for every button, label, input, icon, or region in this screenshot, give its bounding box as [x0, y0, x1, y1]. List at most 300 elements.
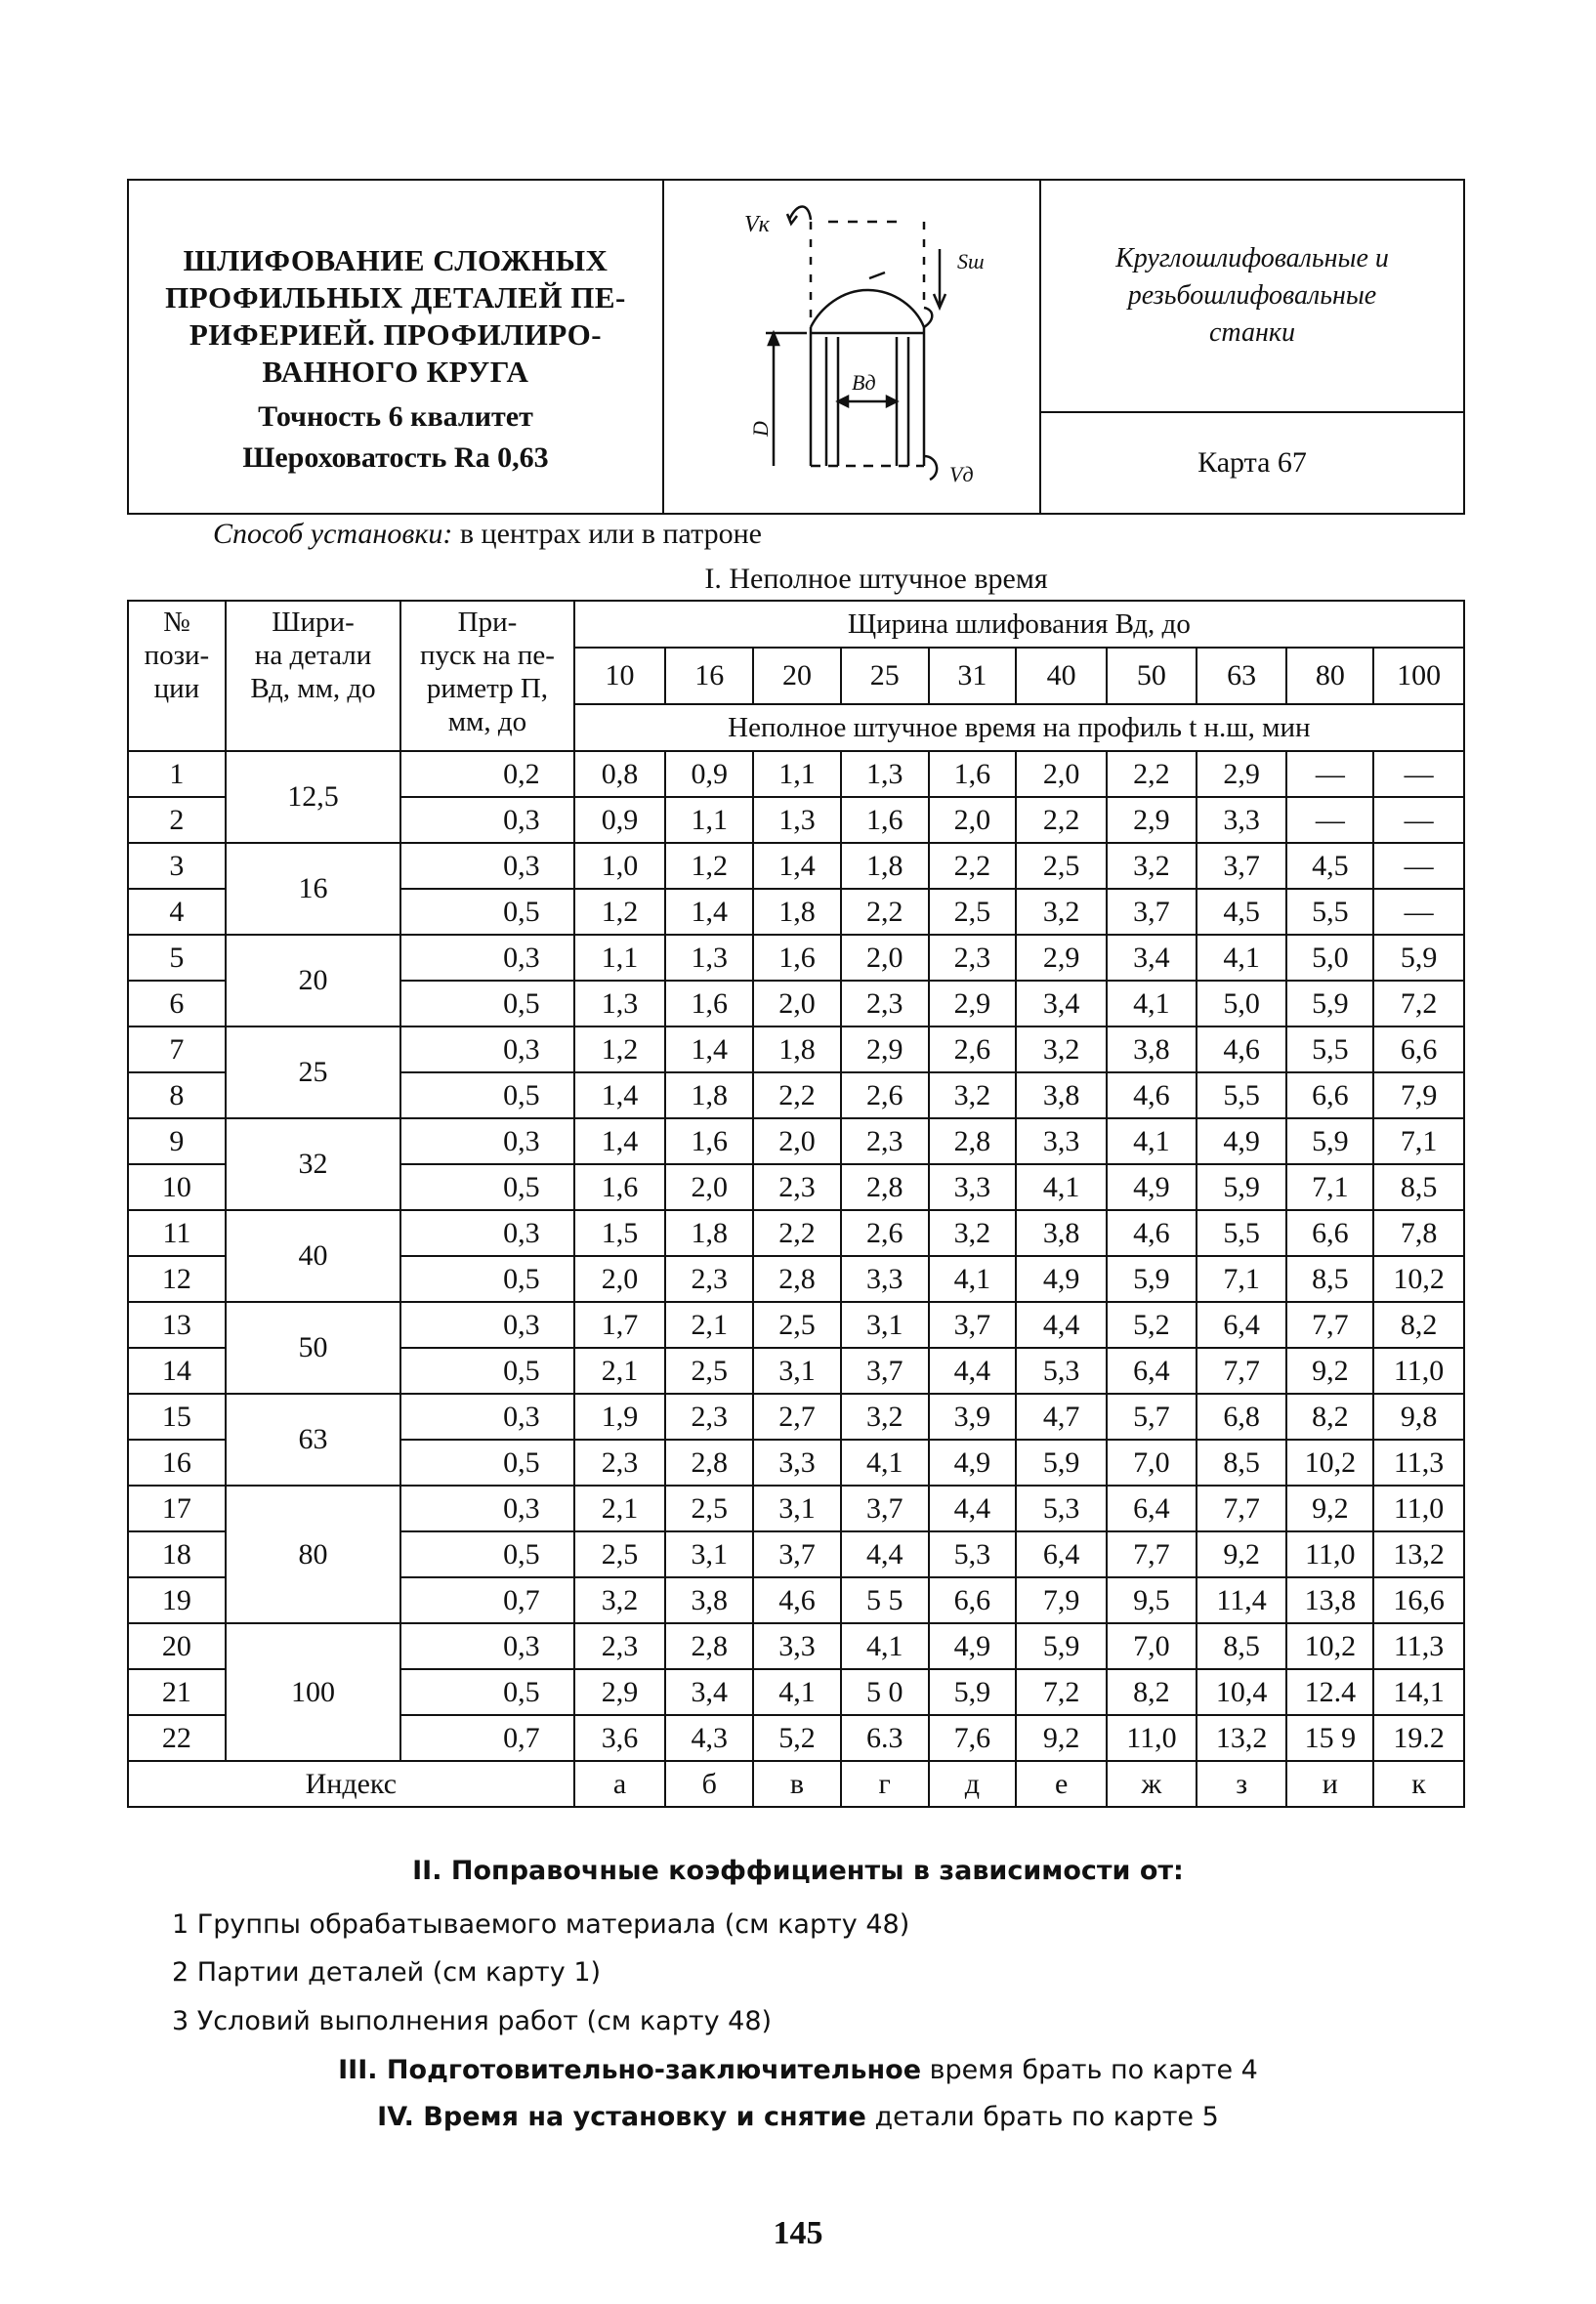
time-value: 8,5	[1373, 1164, 1464, 1210]
card-header	[127, 179, 1465, 515]
time-value: 4,1	[1107, 1118, 1197, 1164]
time-value: 10,2	[1286, 1440, 1373, 1486]
allowance-value: 0,2	[400, 751, 573, 797]
time-value: 2,8	[753, 1256, 841, 1302]
sketch-label-s: Sш	[957, 249, 985, 273]
time-value: 1,8	[665, 1072, 753, 1118]
time-value: 6,6	[1373, 1026, 1464, 1072]
time-value: 2,9	[1197, 751, 1287, 797]
time-value: 3,3	[1197, 797, 1287, 843]
col-header-part-width-line-2: на детали	[254, 640, 372, 671]
time-value: 3,1	[753, 1348, 841, 1394]
time-value: 7,1	[1286, 1164, 1373, 1210]
install-time-note	[0, 2102, 1596, 2132]
time-value: 3,2	[1016, 1026, 1107, 1072]
index-letter: в	[753, 1761, 841, 1807]
time-value: 4,4	[1016, 1302, 1107, 1348]
time-value: 5,0	[1197, 981, 1287, 1026]
position-number: 1	[128, 751, 226, 797]
allowance-value: 0,5	[400, 981, 573, 1026]
part-width: 32	[226, 1118, 400, 1210]
time-value: 7,7	[1286, 1302, 1373, 1348]
time-value: 9,8	[1373, 1394, 1464, 1440]
position-number: 3	[128, 843, 226, 889]
time-value: 2,5	[665, 1348, 753, 1394]
time-value: 3,2	[1016, 889, 1107, 935]
time-value: 1,8	[753, 889, 841, 935]
allowance-value: 0,3	[400, 1486, 573, 1531]
part-width: 25	[226, 1026, 400, 1118]
time-value: 4,9	[1016, 1256, 1107, 1302]
operation-title-cell	[129, 181, 664, 513]
index-label: Индекс	[128, 1761, 574, 1807]
prep-time-note	[0, 2055, 1596, 2085]
index-letter: д	[929, 1761, 1017, 1807]
time-value: 7,6	[929, 1715, 1017, 1761]
time-value: 1,4	[665, 889, 753, 935]
time-value: 5,2	[1107, 1302, 1197, 1348]
table-row	[128, 1026, 1464, 1072]
index-letter: е	[1016, 1761, 1107, 1807]
time-value: 1,6	[929, 751, 1017, 797]
time-value: 7,7	[1197, 1486, 1287, 1531]
part-width: 80	[226, 1486, 400, 1623]
time-value: 1,5	[574, 1210, 666, 1256]
position-number: 10	[128, 1164, 226, 1210]
time-value: 12.4	[1286, 1669, 1373, 1715]
sketch-label-d: D	[748, 421, 773, 437]
time-value: 2,8	[665, 1440, 753, 1486]
time-value: 2,2	[753, 1072, 841, 1118]
time-value: 1,3	[841, 751, 929, 797]
time-value: 2,0	[574, 1256, 666, 1302]
time-value: 1,2	[574, 889, 666, 935]
grind-width-63: 63	[1197, 648, 1287, 703]
time-value: 1,8	[665, 1210, 753, 1256]
table-row	[128, 1302, 1464, 1348]
allowance-value: 0,3	[400, 843, 573, 889]
time-norms-table	[127, 600, 1465, 1808]
time-value: 1,4	[574, 1072, 666, 1118]
part-width: 12,5	[226, 751, 400, 843]
time-value: 2,9	[1107, 797, 1197, 843]
roughness-text: Шероховатость Ra 0,63	[242, 441, 549, 474]
time-value: 7,0	[1107, 1440, 1197, 1486]
time-value: 3,1	[665, 1531, 753, 1577]
time-value: 1,6	[574, 1164, 666, 1210]
part-width: 20	[226, 935, 400, 1026]
time-value: 1,7	[574, 1302, 666, 1348]
position-number: 6	[128, 981, 226, 1026]
time-value: 5,5	[1197, 1072, 1287, 1118]
time-value: 11,0	[1107, 1715, 1197, 1761]
time-value: 8,2	[1286, 1394, 1373, 1440]
grind-width-20: 20	[753, 648, 841, 703]
allowance-value: 0,3	[400, 1118, 573, 1164]
time-value: 2,8	[665, 1623, 753, 1669]
time-value: 7,1	[1373, 1118, 1464, 1164]
time-value: 2,3	[841, 981, 929, 1026]
time-value: 3,2	[841, 1394, 929, 1440]
col-header-allowance	[400, 601, 573, 751]
time-value: 3,9	[929, 1394, 1017, 1440]
time-value: 6,4	[1016, 1531, 1107, 1577]
time-value: 5,7	[1107, 1394, 1197, 1440]
time-value: 1,3	[753, 797, 841, 843]
time-value: 2,2	[929, 843, 1017, 889]
time-value: 10,2	[1286, 1623, 1373, 1669]
time-value: 15 9	[1286, 1715, 1373, 1761]
time-value: 3,3	[929, 1164, 1017, 1210]
time-value: 1,3	[574, 981, 666, 1026]
time-value: 4,4	[841, 1531, 929, 1577]
time-value: 9,5	[1107, 1577, 1197, 1623]
time-value: —	[1373, 843, 1464, 889]
time-value: 1,2	[665, 843, 753, 889]
time-value: 5,2	[753, 1715, 841, 1761]
time-value: 2,3	[665, 1256, 753, 1302]
operation-title-line-3: РИФЕРИЕЙ. ПРОФИЛИРО-	[189, 317, 603, 352]
position-number: 4	[128, 889, 226, 935]
position-number: 5	[128, 935, 226, 981]
allowance-value: 0,3	[400, 1210, 573, 1256]
time-value: 11,3	[1373, 1440, 1464, 1486]
time-value: 4,5	[1197, 889, 1287, 935]
time-value: 3,8	[1107, 1026, 1197, 1072]
time-value: 7,7	[1197, 1348, 1287, 1394]
time-value: 3,6	[574, 1715, 666, 1761]
time-value: 1,6	[753, 935, 841, 981]
time-value: 5,5	[1286, 1026, 1373, 1072]
time-value: 4,5	[1286, 843, 1373, 889]
time-value: 1,2	[574, 1026, 666, 1072]
time-value: 2,3	[665, 1394, 753, 1440]
time-value: 4,6	[753, 1577, 841, 1623]
time-value: 3,7	[1107, 889, 1197, 935]
time-value: 6,6	[929, 1577, 1017, 1623]
time-value: 4,1	[929, 1256, 1017, 1302]
time-value: 2,0	[753, 1118, 841, 1164]
position-number: 17	[128, 1486, 226, 1531]
time-value: 11,0	[1373, 1486, 1464, 1531]
time-value: 0,8	[574, 751, 666, 797]
position-number: 9	[128, 1118, 226, 1164]
time-value: 11,3	[1373, 1623, 1464, 1669]
time-value: 1,1	[753, 751, 841, 797]
sketch-label-vd: Vд	[949, 462, 974, 486]
time-value: 4,1	[1107, 981, 1197, 1026]
time-value: 2,0	[1016, 751, 1107, 797]
sketch-label-vk: Vк	[744, 212, 770, 237]
position-number: 14	[128, 1348, 226, 1394]
index-letter: и	[1286, 1761, 1373, 1807]
time-value: 3,8	[1016, 1210, 1107, 1256]
time-value: 11,0	[1286, 1531, 1373, 1577]
time-value: 2,1	[574, 1348, 666, 1394]
time-value: 11,0	[1373, 1348, 1464, 1394]
allowance-value: 0,3	[400, 1394, 573, 1440]
position-number: 15	[128, 1394, 226, 1440]
time-value: 2,2	[841, 889, 929, 935]
section-1-title-text: I. Неполное штучное время	[704, 563, 1048, 595]
position-number: 19	[128, 1577, 226, 1623]
time-value: 0,9	[574, 797, 666, 843]
time-value: 1,1	[574, 935, 666, 981]
time-value: 3,1	[841, 1302, 929, 1348]
correction-item-1: 1 Группы обрабатываемого материала (см карту 48)	[172, 1909, 910, 1940]
grind-width-25: 25	[841, 648, 929, 703]
time-value: 3,7	[841, 1486, 929, 1531]
grind-width-10: 10	[574, 648, 666, 703]
time-value: 4,4	[929, 1486, 1017, 1531]
time-value: 4,9	[929, 1440, 1017, 1486]
machines-line-2: резьбошлифовальные	[1127, 280, 1377, 311]
time-value: 2,9	[1016, 935, 1107, 981]
time-value: 3,8	[1016, 1072, 1107, 1118]
time-value: 2,9	[929, 981, 1017, 1026]
time-value: 5 5	[841, 1577, 929, 1623]
part-width: 40	[226, 1210, 400, 1302]
time-value: 4,9	[1107, 1164, 1197, 1210]
time-value: 9,2	[1197, 1531, 1287, 1577]
time-value: 7,2	[1373, 981, 1464, 1026]
page-number: 145	[773, 2215, 823, 2251]
time-value: 8,2	[1107, 1669, 1197, 1715]
time-value: 0,9	[665, 751, 753, 797]
col-header-allowance-line-4: мм, до	[447, 706, 527, 737]
time-value: 3,7	[753, 1531, 841, 1577]
col-header-part-width-line-3: Вд, мм, до	[250, 673, 376, 704]
time-value: 3,2	[574, 1577, 666, 1623]
accuracy-text: Точность 6 квалитет	[258, 400, 533, 433]
time-value: 2,8	[929, 1118, 1017, 1164]
setup-method-label: Способ установки:	[213, 518, 453, 550]
time-value: 2,2	[1107, 751, 1197, 797]
time-value: 2,1	[665, 1302, 753, 1348]
time-value: 3,1	[753, 1486, 841, 1531]
time-value: 7,9	[1373, 1072, 1464, 1118]
time-value: —	[1286, 797, 1373, 843]
time-value: 5,9	[1373, 935, 1464, 981]
table-row	[128, 751, 1464, 797]
time-value: 13,2	[1373, 1531, 1464, 1577]
time-subtitle: Неполное штучное время на профиль t н.ш, мин	[574, 704, 1464, 751]
grind-width-title: Щирина шлифования Вд, до	[574, 601, 1464, 648]
time-value: 4,7	[1016, 1394, 1107, 1440]
col-header-allowance-line-2: пуск на пе-	[419, 640, 555, 671]
table-row	[128, 1210, 1464, 1256]
index-letter: ж	[1107, 1761, 1197, 1807]
time-value: 1,9	[574, 1394, 666, 1440]
time-value: 3,7	[841, 1348, 929, 1394]
time-value: 6,4	[1107, 1348, 1197, 1394]
time-value: 9,2	[1286, 1486, 1373, 1531]
time-value: 3,3	[841, 1256, 929, 1302]
time-value: 8,2	[1373, 1302, 1464, 1348]
time-value: 1,3	[665, 935, 753, 981]
time-value: 7,7	[1107, 1531, 1197, 1577]
time-value: 2,3	[753, 1164, 841, 1210]
allowance-value: 0,5	[400, 1256, 573, 1302]
correction-item-2: 2 Партии деталей (см карту 1)	[172, 1957, 602, 1988]
col-header-part-width-line-1: Шири-	[272, 607, 355, 638]
time-value: 14,1	[1373, 1669, 1464, 1715]
time-value: 13,8	[1286, 1577, 1373, 1623]
correction-item-3: 3 Условий выполнения работ (см карту 48)	[172, 2006, 773, 2036]
time-value: 9,2	[1286, 1348, 1373, 1394]
time-value: 4,1	[841, 1623, 929, 1669]
setup-method-value: в центрах или в патроне	[459, 518, 762, 550]
time-value: 4,6	[1107, 1072, 1197, 1118]
time-value: 5,9	[1016, 1623, 1107, 1669]
time-value: 2,0	[841, 935, 929, 981]
time-value: 1,6	[665, 981, 753, 1026]
position-number: 2	[128, 797, 226, 843]
allowance-value: 0,3	[400, 935, 573, 981]
allowance-value: 0,7	[400, 1715, 573, 1761]
col-header-part-width	[226, 601, 400, 751]
time-value: 2,0	[753, 981, 841, 1026]
position-number: 21	[128, 1669, 226, 1715]
part-width: 50	[226, 1302, 400, 1394]
time-value: 5,9	[929, 1669, 1017, 1715]
part-width: 16	[226, 843, 400, 935]
time-value: 6.3	[841, 1715, 929, 1761]
time-value: 7,0	[1107, 1623, 1197, 1669]
grind-width-50: 50	[1107, 648, 1197, 703]
time-value: 3,2	[929, 1210, 1017, 1256]
position-number: 7	[128, 1026, 226, 1072]
time-value: 3,2	[929, 1072, 1017, 1118]
grind-width-31: 31	[929, 648, 1017, 703]
time-value: 4,6	[1107, 1210, 1197, 1256]
grind-width-100: 100	[1373, 648, 1464, 703]
time-value: 4,9	[1197, 1118, 1287, 1164]
time-value: 1,4	[665, 1026, 753, 1072]
position-number: 11	[128, 1210, 226, 1256]
part-width: 63	[226, 1394, 400, 1486]
machines-line-3: станки	[1209, 317, 1295, 348]
time-value: 2,0	[929, 797, 1017, 843]
time-value: 1,6	[841, 797, 929, 843]
time-value: 6,6	[1286, 1210, 1373, 1256]
position-number: 8	[128, 1072, 226, 1118]
time-value: 7,1	[1197, 1256, 1287, 1302]
time-value: 3,4	[1107, 935, 1197, 981]
time-value: 1,6	[665, 1118, 753, 1164]
time-value: 1,8	[753, 1026, 841, 1072]
time-value: 2,6	[929, 1026, 1017, 1072]
allowance-value: 0,5	[400, 1348, 573, 1394]
time-value: 6,4	[1107, 1486, 1197, 1531]
time-value: 6,6	[1286, 1072, 1373, 1118]
time-value: 5,5	[1286, 889, 1373, 935]
time-value: 13,2	[1197, 1715, 1287, 1761]
time-value: 4,1	[1016, 1164, 1107, 1210]
time-value: 5,9	[1197, 1164, 1287, 1210]
time-value: 7,8	[1373, 1210, 1464, 1256]
operation-title-line-2: ПРОФИЛЬНЫХ ДЕТАЛЕЙ ПЕ-	[165, 280, 626, 314]
time-value: —	[1286, 751, 1373, 797]
allowance-value: 0,3	[400, 1302, 573, 1348]
time-value: 10,2	[1373, 1256, 1464, 1302]
position-number: 13	[128, 1302, 226, 1348]
allowance-value: 0,5	[400, 1669, 573, 1715]
time-value: 4,1	[753, 1669, 841, 1715]
time-value: 1,1	[665, 797, 753, 843]
time-value: 7,2	[1016, 1669, 1107, 1715]
col-header-position-line-2: пози-	[144, 640, 210, 671]
time-value: 3,3	[753, 1623, 841, 1669]
time-value: 2,3	[574, 1440, 666, 1486]
index-row	[128, 1761, 1464, 1807]
card-number: Карта 67	[1197, 446, 1307, 479]
grind-width-16: 16	[665, 648, 753, 703]
allowance-value: 0,5	[400, 1531, 573, 1577]
time-value: 2,5	[665, 1486, 753, 1531]
time-value: 2,8	[841, 1164, 929, 1210]
index-letter: з	[1197, 1761, 1287, 1807]
time-value: 1,0	[574, 843, 666, 889]
time-value: 3,4	[1016, 981, 1107, 1026]
table-row	[128, 1118, 1464, 1164]
section-1-title	[0, 563, 1596, 596]
index-letter: б	[665, 1761, 753, 1807]
time-value: 2,5	[574, 1531, 666, 1577]
index-letter: г	[841, 1761, 929, 1807]
col-header-position-line-3: ции	[153, 673, 200, 704]
table-row	[128, 1394, 1464, 1440]
time-value: 3,3	[753, 1440, 841, 1486]
time-value: 2,7	[753, 1394, 841, 1440]
operation-title-line-4: ВАННОГО КРУГА	[262, 355, 529, 389]
time-value: 9,2	[1016, 1715, 1107, 1761]
allowance-value: 0,5	[400, 1164, 573, 1210]
time-value: 1,8	[841, 843, 929, 889]
time-value: 3,4	[665, 1669, 753, 1715]
time-value: 3,7	[1197, 843, 1287, 889]
machines-card-cell	[1041, 181, 1463, 513]
time-value: 5,5	[1197, 1210, 1287, 1256]
time-value: 4,4	[929, 1348, 1017, 1394]
grind-width-80: 80	[1286, 648, 1373, 703]
corrections-title: II. Поправочные коэффициенты в зависимости от:	[412, 1856, 1184, 1886]
prep-time-note-bold: III. Подготовительно-заключительное	[338, 2055, 922, 2085]
position-number: 12	[128, 1256, 226, 1302]
time-value: 5,9	[1107, 1256, 1197, 1302]
time-value: —	[1373, 751, 1464, 797]
index-letter: к	[1373, 1761, 1464, 1807]
table-row	[128, 935, 1464, 981]
time-value: 3,2	[1107, 843, 1197, 889]
time-value: 5,0	[1286, 935, 1373, 981]
time-value: 2,5	[1016, 843, 1107, 889]
time-value: 16,6	[1373, 1577, 1464, 1623]
table-row	[128, 843, 1464, 889]
allowance-value: 0,5	[400, 1072, 573, 1118]
time-value: 8,5	[1286, 1256, 1373, 1302]
time-value: 4,6	[1197, 1026, 1287, 1072]
col-header-position-line-1: №	[163, 607, 190, 638]
time-value: 1,4	[753, 843, 841, 889]
machines-text	[1041, 181, 1463, 413]
position-number: 18	[128, 1531, 226, 1577]
time-value: 5,9	[1016, 1440, 1107, 1486]
time-value: 3,7	[929, 1302, 1017, 1348]
time-value: 8,5	[1197, 1623, 1287, 1669]
time-value: 8,5	[1197, 1440, 1287, 1486]
position-number: 22	[128, 1715, 226, 1761]
